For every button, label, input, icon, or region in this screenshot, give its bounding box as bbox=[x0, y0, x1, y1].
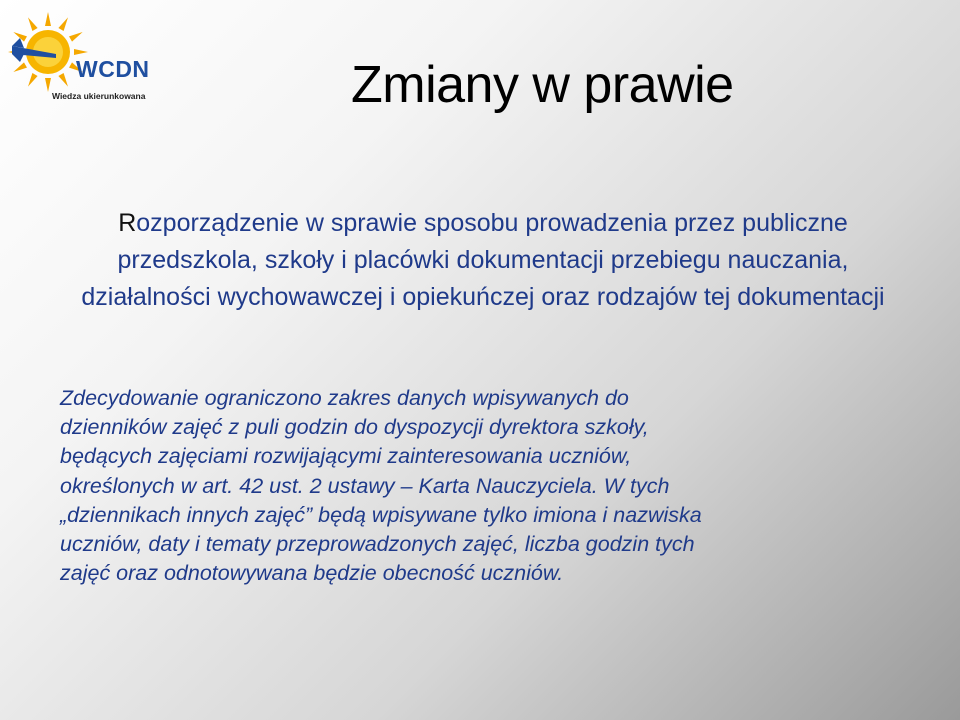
wcdn-logo bbox=[8, 10, 148, 100]
heading-first-letter: R bbox=[118, 209, 137, 237]
heading-text: ozporządzenie w sprawie sposobu prowadzenia przez publiczne przedszkola, szkoły i placówki dokumentacji przebiegu nauczania, działalności wychowawczej i opiekuńczej oraz rodzajów tej dokumentacji bbox=[81, 209, 885, 311]
body-line: będących zajęciami rozwijającymi zainteresowania uczniów, bbox=[60, 444, 632, 469]
sun-logo-icon bbox=[8, 10, 148, 100]
logo-tagline: Wiedza ukierunkowana bbox=[52, 91, 146, 101]
body-line: zajęć oraz odnotowywana będzie obecność uczniów. bbox=[60, 561, 564, 586]
logo-name: WCDN bbox=[76, 56, 150, 82]
body-paragraph bbox=[60, 384, 920, 588]
body-line: dzienników zajęć z puli godzin do dyspozycji dyrektora szkoły, bbox=[60, 415, 649, 440]
regulation-heading bbox=[58, 205, 908, 316]
body-line: uczniów, daty i tematy przeprowadzonych zajęć, liczba godzin tych bbox=[60, 532, 695, 557]
body-line: „dziennikach innych zajęć” będą wpisywane tylko imiona i nazwiska bbox=[60, 502, 702, 527]
body-line: Zdecydowanie ograniczono zakres danych wpisywanych do bbox=[60, 386, 629, 410]
slide-title: Zmiany w prawie bbox=[351, 56, 734, 114]
body-line: określonych w art. 42 ust. 2 ustawy – Karta Nauczyciela. W tych bbox=[60, 473, 670, 498]
